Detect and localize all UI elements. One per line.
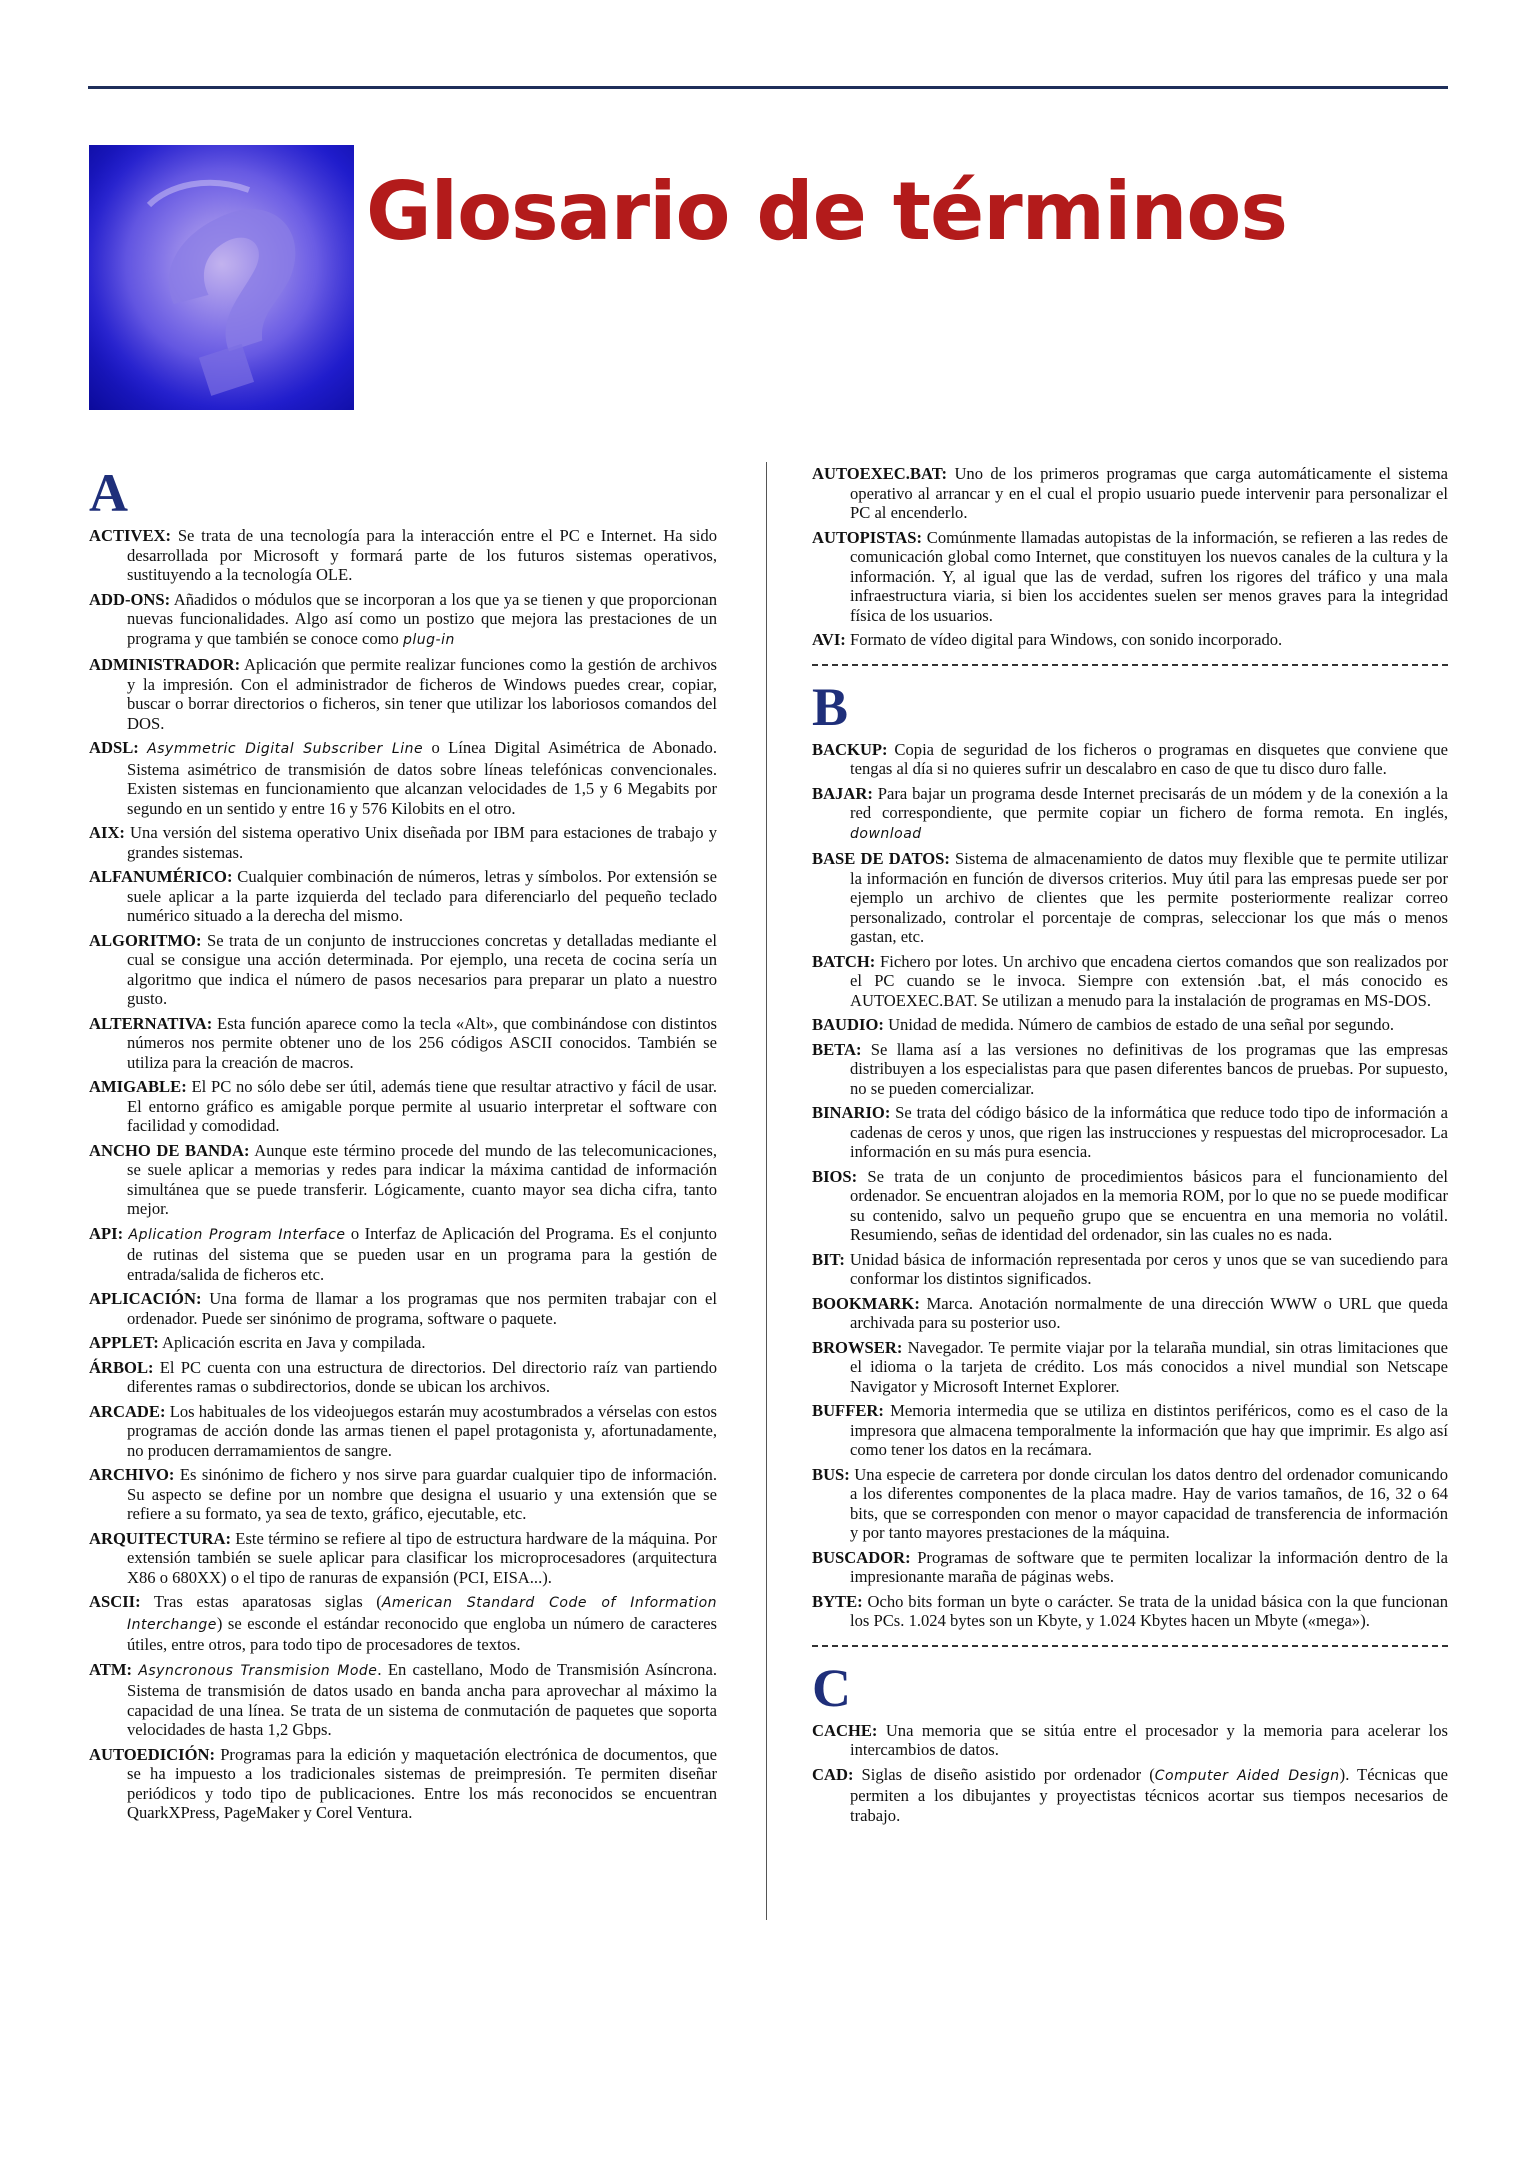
glossary-term: BOOKMARK: [812, 1293, 920, 1313]
glossary-foreign-term: Asyncronous Transmision Mode [138, 1662, 378, 1679]
glossary-entry [89, 526, 717, 585]
glossary-term: AUTOEXEC.BAT: [812, 464, 948, 483]
glossary-entry [812, 1167, 1448, 1245]
glossary-definition: o Interfaz de Aplicación del Programa. Es el conjunto de rutinas del sistema que se pueden usar en un programa para la gestión de entrada/salida de ficheros etc. [127, 1223, 717, 1284]
glossary-definition: Una forma de llamar a los programas que nos permiten trabajar con el ordenador. Puede ser sinónimo de programa, software o paquete. [127, 1289, 717, 1328]
glossary-entry [89, 1289, 717, 1328]
glossary-definition: El PC no sólo debe ser útil, además tiene que resultar atractivo y fácil de usar. El entorno gráfico es amigable porque permite al usuario interpretar el software con facilidad y comodidad. [127, 1077, 717, 1135]
glossary-entry [812, 464, 1448, 523]
glossary-definition: Comúnmente llamadas autopistas de la información, se refieren a las redes de comunicación global como Internet, que constituyen los nuevos canales de la cultura y la información. Y, al igual que las de verdad, sufren los rigores del tráfico y una mala infraestructura viaria, si bien los accidentes suelen ser menos graves para la integridad física de los usuarios. [850, 527, 1448, 625]
glossary-definition: Tras estas aparatosas siglas ( [140, 1592, 382, 1611]
glossary-term: ALTERNATIVA: [89, 1013, 213, 1033]
glossary-definition: Memoria intermedia que se utiliza en distintos periféricos, como es el caso de la impresora que almacena temporalmente la información que hay que imprimir. Es algo así como tener los datos en la recámara. [850, 1401, 1448, 1459]
glossary-term: BIOS: [812, 1166, 858, 1186]
glossary-term: AUTOPISTAS: [812, 527, 923, 547]
glossary-term: ADMINISTRADOR: [89, 655, 241, 674]
glossary-entry [89, 1224, 717, 1285]
glossary-definition: ) se esconde el estándar reconocido que engloba un número de caracteres útiles, entre otros, para todo tipo de procesadores de textos. [127, 1613, 717, 1654]
glossary-entry [812, 1103, 1448, 1162]
glossary-definition: Se trata de un conjunto de procedimientos básicos para el funcionamiento del ordenador. Se encuentran alojados en la memoria ROM, por lo que no se puede modificar su contenido, salvo un pequeño grupo que se encuentra en una memoria no volátil. Resumiendo, señas de identidad del ordenador, sin las cuales no es nada. [850, 1166, 1448, 1244]
glossary-term: BUS: [812, 1464, 850, 1484]
glossary-definition: Navegador. Te permite viajar por la telaraña mundial, sin otras limitaciones que el idioma o la tarjeta de crédito. Los más conocidos a nivel mundial son Netscape Navigator y Microsoft Internet Explorer. [850, 1337, 1448, 1396]
glossary-definition: Marca. Anotación normalmente de una dirección WWW o URL que queda archivada para su posterior uso. [850, 1293, 1448, 1332]
glossary-entry [89, 1014, 717, 1073]
glossary-entry [812, 1338, 1448, 1397]
glossary-definition: o Línea Digital Asimétrica de Abonado. Sistema asimétrico de transmisión de datos sobre líneas telefónicas convencionales. Existen sistemas en funcionamiento que alcanzan velocidades de 1,5 y 6 Megabits por segundo en un sentido y entre 16 y 576 Kilobits en el otro. [127, 738, 717, 818]
glossary-term: CAD: [812, 1764, 854, 1784]
glossary-entry [812, 1250, 1448, 1289]
glossary-entry [812, 1401, 1448, 1460]
glossary-entry [812, 1294, 1448, 1333]
section-separator [812, 664, 1448, 666]
glossary-entry [812, 952, 1448, 1011]
glossary-term: API: [89, 1223, 124, 1243]
glossary-definition: Siglas de diseño asistido por ordenador ( [853, 1764, 1155, 1784]
glossary-definition: Una versión del sistema operativo Unix diseñada por IBM para estaciones de trabajo y grandes sistemas. [124, 823, 717, 862]
glossary-entry [812, 1465, 1448, 1543]
section-letter-b: B [812, 676, 849, 737]
glossary-term: ALGORITMO: [89, 930, 202, 950]
glossary-term: BINARIO: [812, 1103, 891, 1122]
glossary-definition: Se trata de un conjunto de instrucciones concretas y detalladas mediante el cual se consigue una acción determinada. Por ejemplo, una receta de cocina sería un algoritmo que indica el número de pasos necesarios para preparar un plato a nuestro gusto. [127, 930, 717, 1008]
glossary-definition: Fichero por lotes. Un archivo que encadena ciertos comandos que son realizados por el PC cuando se le invoca. Siempre con extensión .bat, el más conocido es AUTOEXEC.BAT. Se utilizan a menudo para la instalación de programas en MS-DOS. [850, 951, 1448, 1010]
glossary-term: BACKUP: [812, 739, 888, 759]
glossary-term: ASCII: [89, 1592, 141, 1611]
glossary-term: AIX: [89, 823, 125, 842]
glossary-foreign-term: Aplication Program Interface [128, 1226, 346, 1243]
glossary-term: BUFFER: [812, 1401, 884, 1420]
glossary-term: CACHE: [812, 1720, 878, 1740]
glossary-definition [139, 738, 147, 757]
glossary-foreign-term: plug-in [403, 631, 455, 648]
glossary-entry [812, 784, 1448, 845]
glossary-definition: Aplicación que permite realizar funciones como la gestión de archivos y la impresión. Con el administrador de ficheros de Windows puedes crear, copiar, buscar o borrar directorios o ficheros, sin tener que utilizar los laboriosos comandos del DOS. [127, 655, 717, 733]
question-mark-icon [89, 145, 354, 410]
glossary-term: ADSL: [89, 738, 139, 757]
glossary-entry [812, 1592, 1448, 1631]
glossary-definition: Sistema de almacenamiento de datos muy flexible que te permite utilizar la información en función de diversos criterios. Muy útil para las empresas puede ser por ejemplo un archivo de clientes que les permite posteriormente realizar correo personalizado, controlar el porcentaje de compras, seleccionar los que más o menos gastan, etc. [850, 849, 1448, 946]
glossary-term: ADD-ONS: [89, 589, 171, 609]
glossary-entry [89, 1592, 717, 1655]
glossary-term: ÁRBOL: [89, 1357, 154, 1377]
glossary-term: BAJAR: [812, 783, 873, 803]
glossary-definition: Ocho bits forman un byte o carácter. Se trata de la unidad básica con la que funcionan los PCs. 1.024 bytes son un Kbyte, y 1.024 Kbytes hacen un Mbyte («mega»). [850, 1591, 1448, 1630]
page-title: Glosario de términos [366, 165, 1287, 258]
glossary-definition: Unidad de medida. Número de cambios de estado de una señal por segundo. [883, 1015, 1395, 1034]
glossary-foreign-term: download [850, 825, 922, 842]
column-divider [766, 462, 767, 1920]
glossary-definition: Programas para la edición y maquetación electrónica de documentos, que se ha impuesto a los tradicionales sistemas de preimpresión. Te permiten diseñar periódicos y todo tipo de publicaciones. Entre los más reconocidos se encuentran QuarkXPress, PageMaker y Corel Ventura. [127, 1744, 717, 1822]
glossary-term: BUSCADOR: [812, 1547, 911, 1567]
glossary-definition: Programas de software que te permiten localizar la información dentro de la impresionante maraña de páginas webs. [850, 1547, 1448, 1586]
glossary-entry [812, 630, 1448, 650]
glossary-definition: Este término se refiere al tipo de estructura hardware de la máquina. Por extensión también se suele aplicar para clasificar los microprocesadores (arquitectura X86 o 680XX) o el tipo de ranuras de expansión (PCI, EISA...). [127, 1528, 717, 1587]
glossary-entry [812, 1721, 1448, 1760]
glossary-term: ARQUITECTURA: [89, 1528, 231, 1548]
glossary-term: ARCHIVO: [89, 1465, 175, 1484]
glossary-entry [89, 1402, 717, 1461]
glossary-entry [89, 1141, 717, 1219]
glossary-term: ATM: [89, 1659, 133, 1679]
glossary-term: BETA: [812, 1039, 862, 1059]
glossary-entry [812, 528, 1448, 626]
glossary-term: BYTE: [812, 1591, 863, 1611]
glossary-definition: Añadidos o módulos que se incorporan a los que ya se tienen y que proporcionan nuevas funcionalidades. Algo así como un postizo que mejora las prestaciones de un programa y que también se conoce como [127, 589, 717, 648]
glossary-entry [89, 1333, 717, 1353]
glossary-entry [89, 867, 717, 926]
glossary-definition: Esta función aparece como la tecla «Alt», que combinándose con distintos números nos permite obtener uno de los 256 códigos ASCII conocidos. También se utiliza para la creación de macros. [127, 1013, 717, 1072]
glossary-entry [89, 823, 717, 862]
section-letter-c: C [812, 1657, 851, 1718]
glossary-term: AUTOEDICIÓN: [89, 1744, 216, 1764]
glossary-entry [89, 1529, 717, 1588]
glossary-entry [89, 1745, 717, 1823]
top-rule [88, 86, 1448, 89]
glossary-term: ANCHO DE BANDA: [89, 1140, 250, 1160]
glossary-entry [812, 1015, 1448, 1035]
glossary-entry [89, 738, 717, 818]
glossary-term: APLICACIÓN: [89, 1289, 202, 1308]
glossary-definition: Aunque este término procede del mundo de las telecomunicaciones, se suele aplicar a memorias y redes para indicar la máxima cantidad de información simultánea que se puede transferir. Lógicamente, cuanto mayor sea dicha cifra, tanto mejor. [127, 1140, 718, 1218]
glossary-entry [812, 1548, 1448, 1587]
glossary-definition: Se trata del código básico de la informática que reduce todo tipo de información a cadenas de ceros y unos, que rigen las instrucciones y respuestas del microprocesador. La información en su más pura esencia. [850, 1103, 1448, 1161]
glossary-definition: Una memoria que se sitúa entre el procesador y la memoria para acelerar los intercambios de datos. [850, 1720, 1448, 1759]
glossary-definition: Formato de vídeo digital para Windows, con sonido incorporado. [845, 630, 1283, 649]
glossary-foreign-term: Asymmetric Digital Subscriber Line [147, 741, 424, 757]
glossary-definition: ). Técnicas que permiten a los dibujantes y proyectistas técnicos acortar sus tiempos necesarios de trabajo. [850, 1764, 1448, 1825]
glossary-entry [89, 590, 717, 651]
glossary-term: ALFANUMÉRICO: [89, 867, 233, 886]
glossary-term: BROWSER: [812, 1337, 903, 1357]
glossary-definition: Unidad básica de información representada por ceros y unos que se van sucediendo para conformar los distintos significados. [844, 1249, 1448, 1288]
glossary-term: BAUDIO: [812, 1015, 884, 1034]
glossary-term: AMIGABLE: [89, 1077, 187, 1096]
glossary-definition: Uno de los primeros programas que carga automáticamente el sistema operativo al arrancar y en el cual el propio usuario puede intervenir para personalizar el PC al encenderlo. [850, 464, 1448, 522]
glossary-definition: Es sinónimo de fichero y nos sirve para guardar cualquier tipo de información. Su aspecto se define por un nombre que designa el usuario y una extensión que se refiere a su formato, ya sea de texto, gráfico, ejecutable, etc. [127, 1465, 717, 1523]
glossary-definition: Copia de seguridad de los ficheros o programas en disquetes que conviene que tengas al día si no quieres sufrir un descalabro en caso de que tu disco duro falle. [850, 739, 1448, 778]
glossary-definition: Para bajar un programa desde Internet precisarás de un módem y de la conexión a la red correspondiente, que permite copiar un fichero de forma remota. En inglés, [850, 783, 1448, 822]
glossary-entry [812, 740, 1448, 779]
glossary-definition: . En castellano, Modo de Transmisión Asíncrona. Sistema de transmisión de datos usado en banda ancha para aprovechar al máximo la capacidad de una línea. Se trata de un sistema de conmutación de paquetes que soporta velocidades de hasta 1,2 Gbps. [127, 1659, 717, 1739]
section-separator [812, 1645, 1448, 1647]
glossary-term: BASE DE DATOS: [812, 849, 950, 868]
question-mark-logo [89, 145, 354, 410]
glossary-definition: El PC cuenta con una estructura de directorios. Del directorio raíz van partiendo diferentes ramas o subdirectorios, donde se ubican los archivos. [127, 1357, 717, 1396]
glossary-term: AVI: [812, 630, 846, 649]
glossary-definition: Se trata de una tecnología para la interacción entre el PC e Internet. Ha sido desarrollada por Microsoft y formará parte de los futuros sistemas operativos, sustituyendo a la tecnología OLE. [127, 526, 717, 584]
glossary-entry [89, 655, 717, 733]
glossary-definition: Se llama así a las versiones no definitivas de los programas que las empresas distribuyen a los especialistas para que pasen diferentes bancos de pruebas. Por supuesto, no se pueden comercializar. [850, 1039, 1448, 1098]
glossary-foreign-term: American Standard Code of Information Interchange [127, 1595, 718, 1633]
glossary-entry [89, 1358, 717, 1397]
glossary-foreign-term: Computer Aided Design [1154, 1767, 1340, 1784]
glossary-term: BATCH: [812, 951, 876, 971]
glossary-term: BIT: [812, 1249, 845, 1269]
glossary-entry [812, 1040, 1448, 1099]
glossary-entry [89, 1660, 717, 1740]
glossary-definition: Los habituales de los videojuegos estarán muy acostumbrados a vérselas con estos programas de acción donde las armas tienen el papel protagonista y, afortunadamente, no producen derramamientos de sangre. [127, 1401, 717, 1460]
glossary-entry [89, 931, 717, 1009]
glossary-right-column [812, 464, 1448, 1830]
glossary-term: ARCADE: [89, 1401, 166, 1421]
glossary-definition: Aplicación escrita en Java y compilada. [158, 1333, 426, 1352]
glossary-left-column [89, 462, 717, 1828]
glossary-entry [89, 1077, 717, 1136]
glossary-term: ACTIVEX: [89, 526, 172, 545]
glossary-entry [812, 1765, 1448, 1826]
glossary-definition: Cualquier combinación de números, letras y símbolos. Por extensión se suele aplicar a la parte izquierda del teclado para diferenciarlo del pequeño teclado numérico situado a la derecha del mismo. [127, 867, 717, 925]
glossary-term: APPLET: [89, 1333, 159, 1352]
section-letter-a: A [89, 463, 128, 523]
glossary-entry [89, 1465, 717, 1524]
glossary-entry [812, 849, 1448, 947]
glossary-definition: Una especie de carretera por donde circulan los datos dentro del ordenador comunicando a los diferentes componentes de la placa madre. Hay de varios tamaños, de 16, 32 o 64 bits, que se corresponden con menor o mayor capacidad de transferencia de información y por tanto mayores prestaciones de la máquina. [849, 1464, 1448, 1542]
